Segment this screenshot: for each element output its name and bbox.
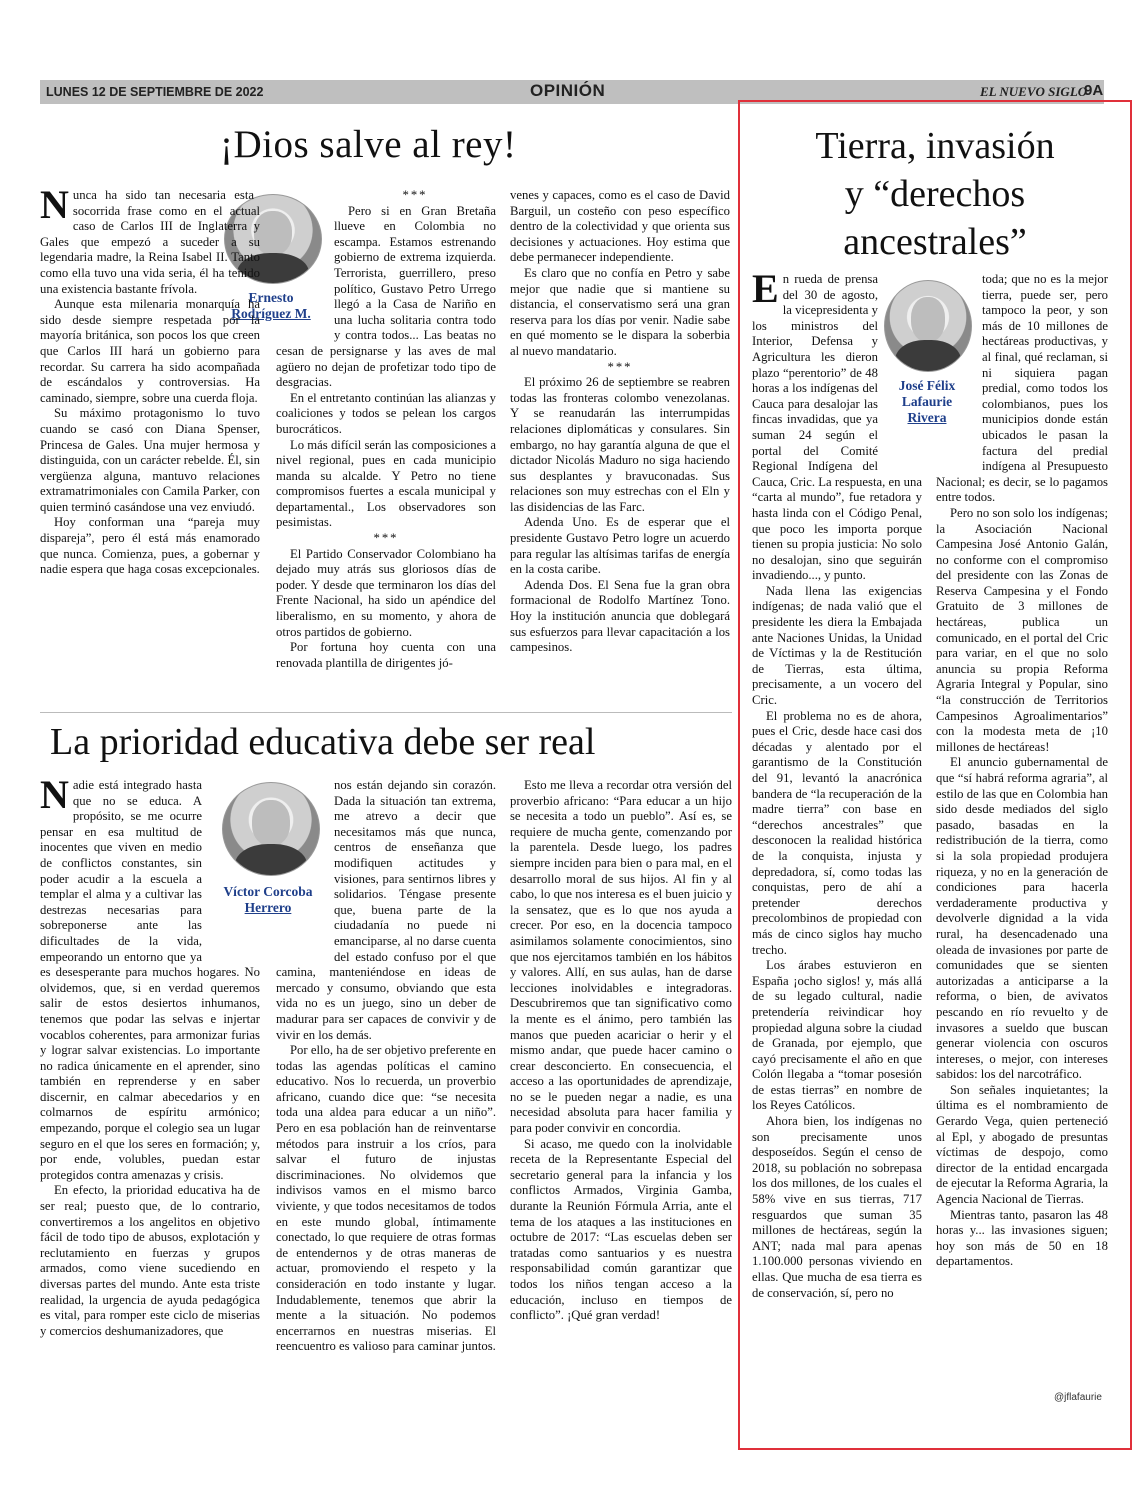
paragraph: Su máximo protagonismo lo tuvo cuando se casó con Diana Spenser, Princesa de Gales. Una mujer hermosa y distinguida, con un carácter rebelde. Él, sin vergüenza alguna, mantuvo relaciones extramatrimoniales con Camila Parker, con quien terminó casándose una vez enviudó. [40, 406, 260, 514]
article3-title-line: ancestrales” [843, 221, 1027, 263]
paragraph: Adenda Dos. El Sena fue la gran obra formacional de Rodolfo Martínez Tono. Hoy la institución anuncia que doblegará sus esfuerzos para llevar capacitación a los campesinos. [510, 577, 730, 655]
author2-first-name: Víctor Corcoba [223, 884, 313, 899]
drop-cap: N [40, 182, 69, 227]
page-number: 9A [1084, 82, 1104, 99]
paragraph: El próximo 26 de septiembre se reabren todas las fronteras colombo venezolanas. Y se reanudarán las interrumpidas relaciones diplomáticas y consulares. Sin embargo, no hay garantía alguna de que el dictador Nicolás Maduro no siga haciendo sus desplantes y bravuconadas. Sus relaciones son muy estrechas con el Eln y las disidencias de las Farc. [510, 375, 730, 514]
article3-column-2 [936, 272, 1108, 1270]
author3-middle-name: Lafaurie [901, 394, 953, 409]
author1-last-name: Rodríguez M. [231, 306, 311, 321]
author-handle: @jflafaurie [1054, 1392, 1102, 1403]
section-title: OPINIÓN [530, 81, 606, 100]
article2-column-2 [276, 778, 496, 1355]
paragraph: Aunque esta milenaria monarquía ha sido desde siempre respetada por la mayoría británica, son pocos los que creen que Carlos III hará un gobierno para recordar. Su carrera ha sido acompañada de escándalos y controversias. Ha caminado, siempre, sobre una cuerda floja. [40, 297, 260, 405]
paragraph: El problema no es de ahora, pues el Cric, desde hace casi dos décadas y alentado por el garantismo de la Constitución del 91, levantó la anacrónica bandera de “la recuperación de la madre tierra” con base en “derechos ancestrales” que desconocen la realidad histórica de la conquista, injusta y depredadora, sí, como todas las conquistas, pero de ahí a pretender derechos precolombinos de propiedad con más de cinco siglos hay mucho trecho. [752, 708, 922, 957]
paragraph: Hoy conforman una “pareja muy dispareja”, pero él está más enamorado que nunca. Comienza, pues, a gobernar y nadie espera que haga cosas excepcionales. [40, 515, 260, 577]
paragraph: Ahora bien, los indígenas no son precisamente unos desposeídos. Según el censo de 2018, su población no sobrepasa los dos millones, de los cuales el 58% vive en sus tierras, 717 resguardos que suman 35 millones de hectáreas, según la ANT; nada mal para apenas 1.100.000 personas viviendo en ellas. Que mucha de esa tierra es de conservación, sí, pero no [752, 1114, 922, 1300]
drop-cap: N [40, 772, 69, 817]
separator: *** [607, 359, 633, 374]
paragraph: Los árabes estuvieron en España ¡ocho siglos! y, más allá de su legado cultural, nadie pretendería reivindicar hoy propiedad alguna sobre la ciudad de Granada, por ejemplo, que cayó precisamente el año en que Colón llegaba a “tomar posesión de estas tierras” en nombre de los Reyes Católicos. [752, 958, 922, 1113]
paragraph: Mientras tanto, pasaron las 48 horas y... las invasiones siguen; hoy son más de 50 en 18 departamentos. [936, 1207, 1108, 1269]
paragraph: Son señales inquietantes; la última es el nombramiento de Gerardo Vega, quien perteneció al Epl, y abogado de presuntas víctimas de despojo, como director de la entidad encargada de ejecutar la Reforma Agraria, la Agencia Nacional de Tierras. [936, 1082, 1108, 1207]
article3-title-line: Tierra, invasión [815, 125, 1055, 167]
paragraph: Por fortuna hoy cuenta con una renovada plantilla de dirigentes jó- [276, 640, 496, 670]
paragraph: Si acaso, me quedo con la inolvidable receta de la Representante Especial del secretario general para la infancia y los conflictos Armados, Virginia Gamba, durante la Reunión Fórmula Arria, ante el tema de los ataques a las instituciones en octubre de 2017: “Las escuelas deben ser tratadas como santuarios y es nuestra responsabilidad común garantizar que todos los niños tengan acceso a la educación, incluso en tiempos de conflicto”. ¡Qué gran verdad! [510, 1136, 732, 1323]
paragraph: El anuncio gubernamental de que “sí habrá reforma agraria”, al estilo de las que en Colombia han sido desde mediados del siglo pasado, basadas en la redistribución de la tierra, como si la sola propiedad produjera riqueza, y no en la generación de condiciones para hacerla verdaderamente productiva y devolverle dignidad a la vida rural, ha desencadenado una oleada de invasiones por parte de comunidades que se sienten autorizadas a anticiparse a la reforma, o bien, de avivatos pescando en río revuelto y de invasores a sueldo que buscan generar violencia con oscuros intereses, o mejor, con intereses sabidos: los del narcotráfico. [936, 755, 1108, 1082]
paragraph: Es claro que no confía en Petro y sabe mejor que nadie que si mantiene su distancia, el conservatismo será una gran reserva para los días por venir. Nadie sabe en qué momento se le dispara la soberbia al nuevo mandatario. [510, 265, 730, 358]
author2-last-name: Herrero [244, 900, 292, 915]
article3-title-line: y “derechos [844, 173, 1026, 215]
paragraph: Adenda Uno. Es de esperar que el presidente Gustavo Petro logre un acuerdo para regular las altísimas tarifas de energía en la costa caribe. [510, 515, 730, 577]
article2-column-1 [40, 772, 260, 1339]
paragraph: El Partido Conservador Colombiano ha dejado muy atrás sus gloriosos días de poder. Y desde que terminaron los días del Frente Nacional, ha sido un apéndice del liberalismo, en su momento, y ahora de otros partidos de gobierno. [276, 546, 496, 639]
paragraph: venes y capaces, como es el caso de David Barguil, un costeño con peso específico dentro de la colectividad y que orienta sus decisiones y actuaciones. Hoy estima que debe permanecer independiente. [510, 188, 730, 265]
newspaper-name: EL NUEVO SIGLO [980, 84, 1088, 99]
paragraph: Nadie está integrado hasta que no se educa. A propósito, se me ocurre pensar en esa multitud de inocentes que viven en medio de conflictos constantes, sin poder acudir a la escuela a templar el alma y a cultivar las destrezas necesarias para sobreponerse ante las dificultades de la vida, empeorando un entorno que ya es desesperante para muchos hogares. No olvidemos, que, si en verdad queremos salir de estos desiertos inhumanos, tenemos que podar las selvas e injertar vocablos coherentes, para armonizar furias y lograr salvar existencias. Lo importante no radica únicamente en el aprender, sino también en reprenderse y en saber discernir, en calmar abecedarios y en colmarnos de espíritu armónico; empezando, porque el colegio sea un lugar seguro en el que los seres en formación; y, por ende, volubles, puedan estar protegidos contra amenazas y crisis. [40, 772, 260, 1182]
separator: *** [373, 531, 399, 546]
article2-column-3 [510, 778, 732, 1324]
paragraph: Pero si en Gran Bretaña llueve en Colombia no escampa. Estamos estrenando gobierno de extrema izquierda. Terrorista, guerrillero, preso político, Gustavo Petro Urrego llegó a la Casa de Nariño en una lucha solitaria contra todo y contra todos... Las beatas no cesan de persignarse y las aves de mal agüero no dejan de profetizar todo tipo de desgracias. [276, 203, 496, 390]
paragraph: Por ello, ha de ser objetivo preferente en todas las agendas políticas el camino educativo. Nos lo recuerda, un proverbio africano, cuando dice que: “se necesita toda una aldea para educar a un niño”. Pero en esa población han de reinventarse métodos para instruir a los críos, para salvar el futuro de injustas discriminaciones. No olvidemos que indivisos vamos en el mismo barco viviente, y que todos necesitamos de todos en este mundo global, íntimamente conectado, lo que requiere de otras formas de entendernos y de otras maneras de actuar, promoviendo el respeto y la consideración en todo instante y lugar. Indudablemente, tenemos que abrir la mente a la situación. No podemos encerrarnos en nuestras miserias. El reencuentro es valioso para caminar juntos. [276, 1043, 496, 1354]
author3-last-name: Rivera [907, 410, 947, 425]
section-divider [40, 712, 732, 713]
drop-cap: E [752, 266, 779, 311]
paragraph: Lo más difícil serán las composiciones a nivel regional, pues en cada municipio manda su alcalde. Y Petro no tiene compromisos fuertes a escala municipal y departamental., Los observadores son pesimistas. [276, 437, 496, 530]
article1-column-2 [276, 188, 496, 671]
article3-title [744, 122, 1126, 266]
paragraph: En rueda de prensa del 30 de agosto, la vicepresidenta y los ministros del Interior, Defensa y Agricultura les dieron plazo “perentorio” de 48 horas a los indígenas del Cauca para desalojar las fincas invadidas, que ya suman 24 según el portal del Comité Regional Indígena del Cauca, Cric. La respuesta, en una “carta al mundo”, fue retadora y hasta linda con el Código Penal, que poco les importa porque tienen su propia justicia: No solo no desalojan, sino que seguirán invadiendo..., y punto. [752, 266, 922, 583]
author3-first-name: José Félix [898, 378, 956, 393]
article3-column-1 [752, 266, 922, 1301]
paragraph: En el entretanto continúan las alianzas y coaliciones y todos se pelean los cargos burocráticos. [276, 390, 496, 436]
author1-first-name: Ernesto [248, 290, 294, 305]
issue-date: LUNES 12 DE SEPTIEMBRE DE 2022 [46, 85, 264, 99]
paragraph: En efecto, la prioridad educativa ha de ser real; puesto que, de lo contrario, convertiremos a los angelitos en objetivo fácil de todo tipo de abusos, explotación y reclutamiento en fuerzas y grupos armados, como viene sucediendo en diversas partes del mundo. Ante esta triste realidad, la urgencia de ayuda pedagógica es vital, para romper este ciclo de miserias y comercios deshumanizadores, que [40, 1183, 260, 1338]
paragraph: Nunca ha sido tan necesaria esta socorrida frase como en el actual caso de Carlos III de Inglaterra y Gales que empezó a suceder a su legendaria madre, la Reina Isabel II. Tanto como ella tuvo una vida seria, él ha tenido una existencia bastante frívola. [40, 182, 260, 296]
article2-title: La prioridad educativa debe ser real [50, 721, 596, 763]
paragraph: Nada llena las exigencias indígenas; de nada valió que el presidente les diera la Embajada ante Naciones Unidas, la Unidad de Víctimas y la de Restitución de Tierras, esta última, precisamente, a un vocero del Cric. [752, 583, 922, 708]
article1-title: ¡Dios salve al rey! [220, 123, 517, 166]
article1-column-1 [40, 182, 260, 578]
paragraph: toda; que no es la mejor tierra, puede ser, pero tampoco la peor, y son más de 10 millones de hectáreas productivas, y al final, qué reclaman, si ni siquiera pagan predial, como todos los colombianos, pues los municipios donde están ubicados le pasan la factura del predial indígena al Presupuesto Nacional; es decir, se lo pagamos entre todos. [936, 272, 1108, 505]
paragraph: Pero no son solo los indígenas; la Asociación Nacional Campesina José Antonio Galán, no conforme con el compromiso del presidente con las Zonas de Reserva Campesina y el Fondo Gratuito de 3 millones de hectáreas, publica un comunicado, en el portal del Cric para variar, en el que no solo anuncia su propia Reforma Agraria Integral y Popular, sino “la construcción de Territorios Campesinos Agroalimentarios” con la modesta meta de ¡10 millones de hectáreas! [936, 505, 1108, 754]
paragraph: nos están dejando sin corazón. Dada la situación tan extrema, me atrevo a decir que necesitamos más que nunca, centros de enseñanza que modifiquen actitudes y visiones, para sentirnos libres y solidarios. Téngase presente que, buena parte de la ciudadanía no puede ni emanciparse, al no darse cuenta del estado confuso por el que camina, manteniéndose en ideas de mercado y consumo, obviando que esta vida no es un juego, sino un deber de madurar para ser capaces de convivir y de vivir en los demás. [276, 778, 496, 1042]
article1-column-3 [510, 188, 730, 656]
paragraph: Esto me lleva a recordar otra versión del proverbio africano: “Para educar a un hijo se necesita a todo un pueblo”. Así es, se requiere de mucha gente, comenzando por la parentela. Desde luego, los padres siempre inciden para bien o para mal, en el desarrollo moral de sus hijos. Al fin y al cabo, lo que nos interesa es el buen juicio y la sensatez, que es lo que nos ayuda a crecer. Por eso, en la docencia tampoco asimilamos solamente conocimientos, sino que nos ejercitamos también en los hábitos y valores. Allí, en sus aulas, han de darse lecciones inolvidables e integradoras. Descubriremos que tan significativo como la mente es el ánimo, pero también las manos que pueden acariciar o herir y el mismo andar, que puede hacer camino o crear desconcierto. En consecuencia, el acceso a las oportunidades de aprendizaje, no se le pueden negar a nadie, es una necesidad absoluta para hacer familia y para poder convivir en concordia. [510, 778, 732, 1136]
separator: *** [402, 188, 428, 202]
